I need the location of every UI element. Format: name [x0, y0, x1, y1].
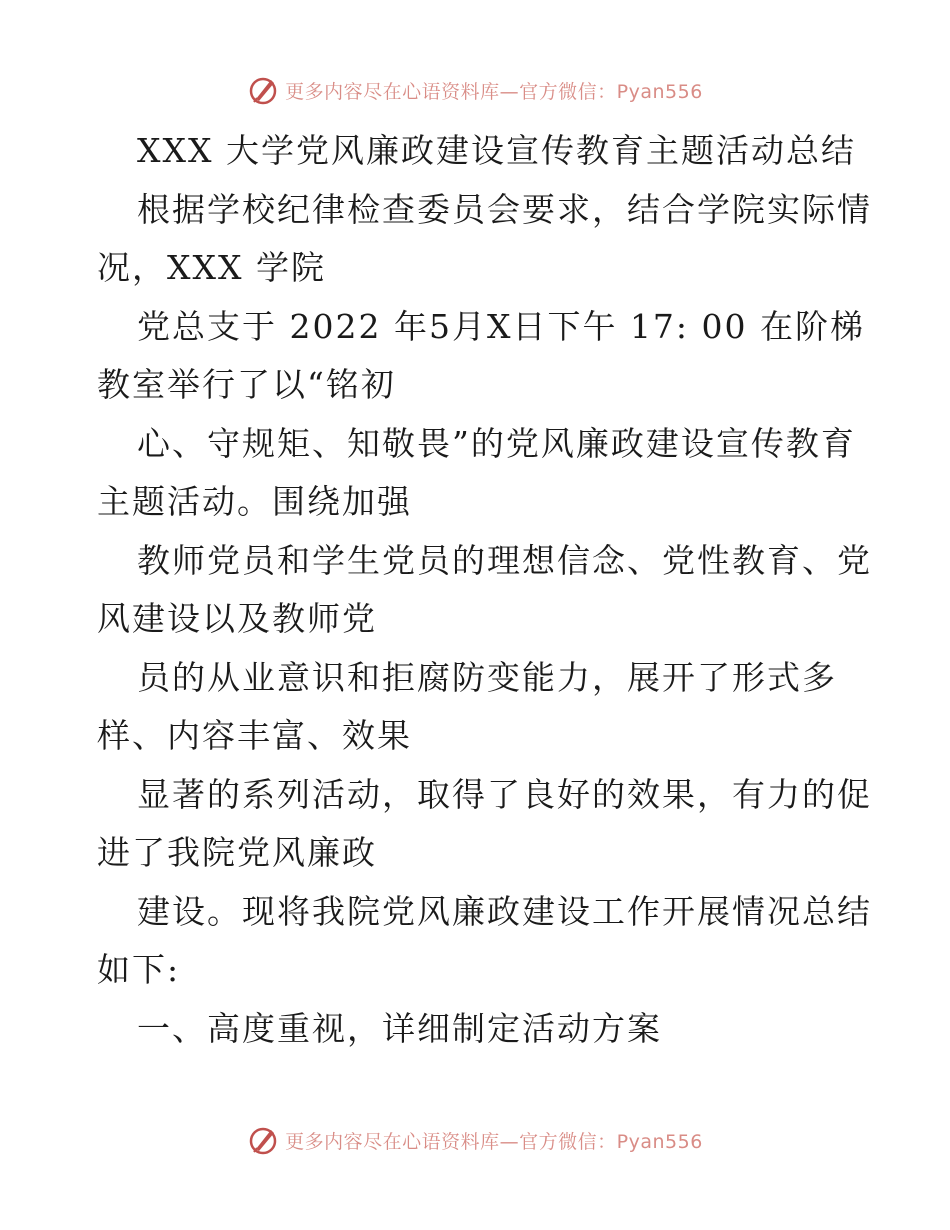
- footer-watermark: [0, 1120, 950, 1160]
- paragraph-line: 党总支于 2022 年5月X日下午 17: 00 在阶梯: [137, 306, 866, 346]
- paragraph-line: 样、内容丰富、效果: [97, 716, 412, 755]
- watermark-text: 更多内容尽在心语资料库—官方微信：Pyan556: [285, 1130, 703, 1153]
- quill-pen-logo-icon: [247, 74, 279, 106]
- paragraph-line: 况，XXX 学院: [97, 248, 326, 287]
- paragraph-line: 建设。现将我院党风廉政建设工作开展情况总结: [137, 891, 872, 931]
- section-heading: 一、高度重视，详细制定活动方案: [137, 1008, 662, 1048]
- paragraph-line: 教室举行了以“铭初: [97, 365, 396, 404]
- paragraph-line: 主题活动。围绕加强: [97, 482, 412, 521]
- paragraph-line: 如下:: [97, 950, 181, 989]
- paragraph-line: 心、守规矩、知敬畏”的党风廉政建设宣传教育: [137, 423, 856, 463]
- document-body: [97, 122, 872, 1058]
- paragraph-line: 进了我院党风廉政: [97, 833, 377, 872]
- quill-pen-logo-icon: [247, 1124, 279, 1156]
- header-watermark: [0, 70, 950, 110]
- paragraph-line: 风建设以及教师党: [97, 599, 377, 638]
- paragraph-line: 员的从业意识和拒腐防变能力，展开了形式多: [137, 657, 837, 697]
- paragraph-line: 根据学校纪律检查委员会要求，结合学院实际情: [137, 189, 872, 229]
- watermark-text: 更多内容尽在心语资料库—官方微信：Pyan556: [285, 80, 703, 103]
- paragraph-line: 教师党员和学生党员的理想信念、党性教育、党: [137, 540, 872, 580]
- document-title: XXX 大学党风廉政建设宣传教育主题活动总结: [137, 131, 856, 170]
- paragraph-line: 显著的系列活动，取得了良好的效果，有力的促: [137, 774, 872, 814]
